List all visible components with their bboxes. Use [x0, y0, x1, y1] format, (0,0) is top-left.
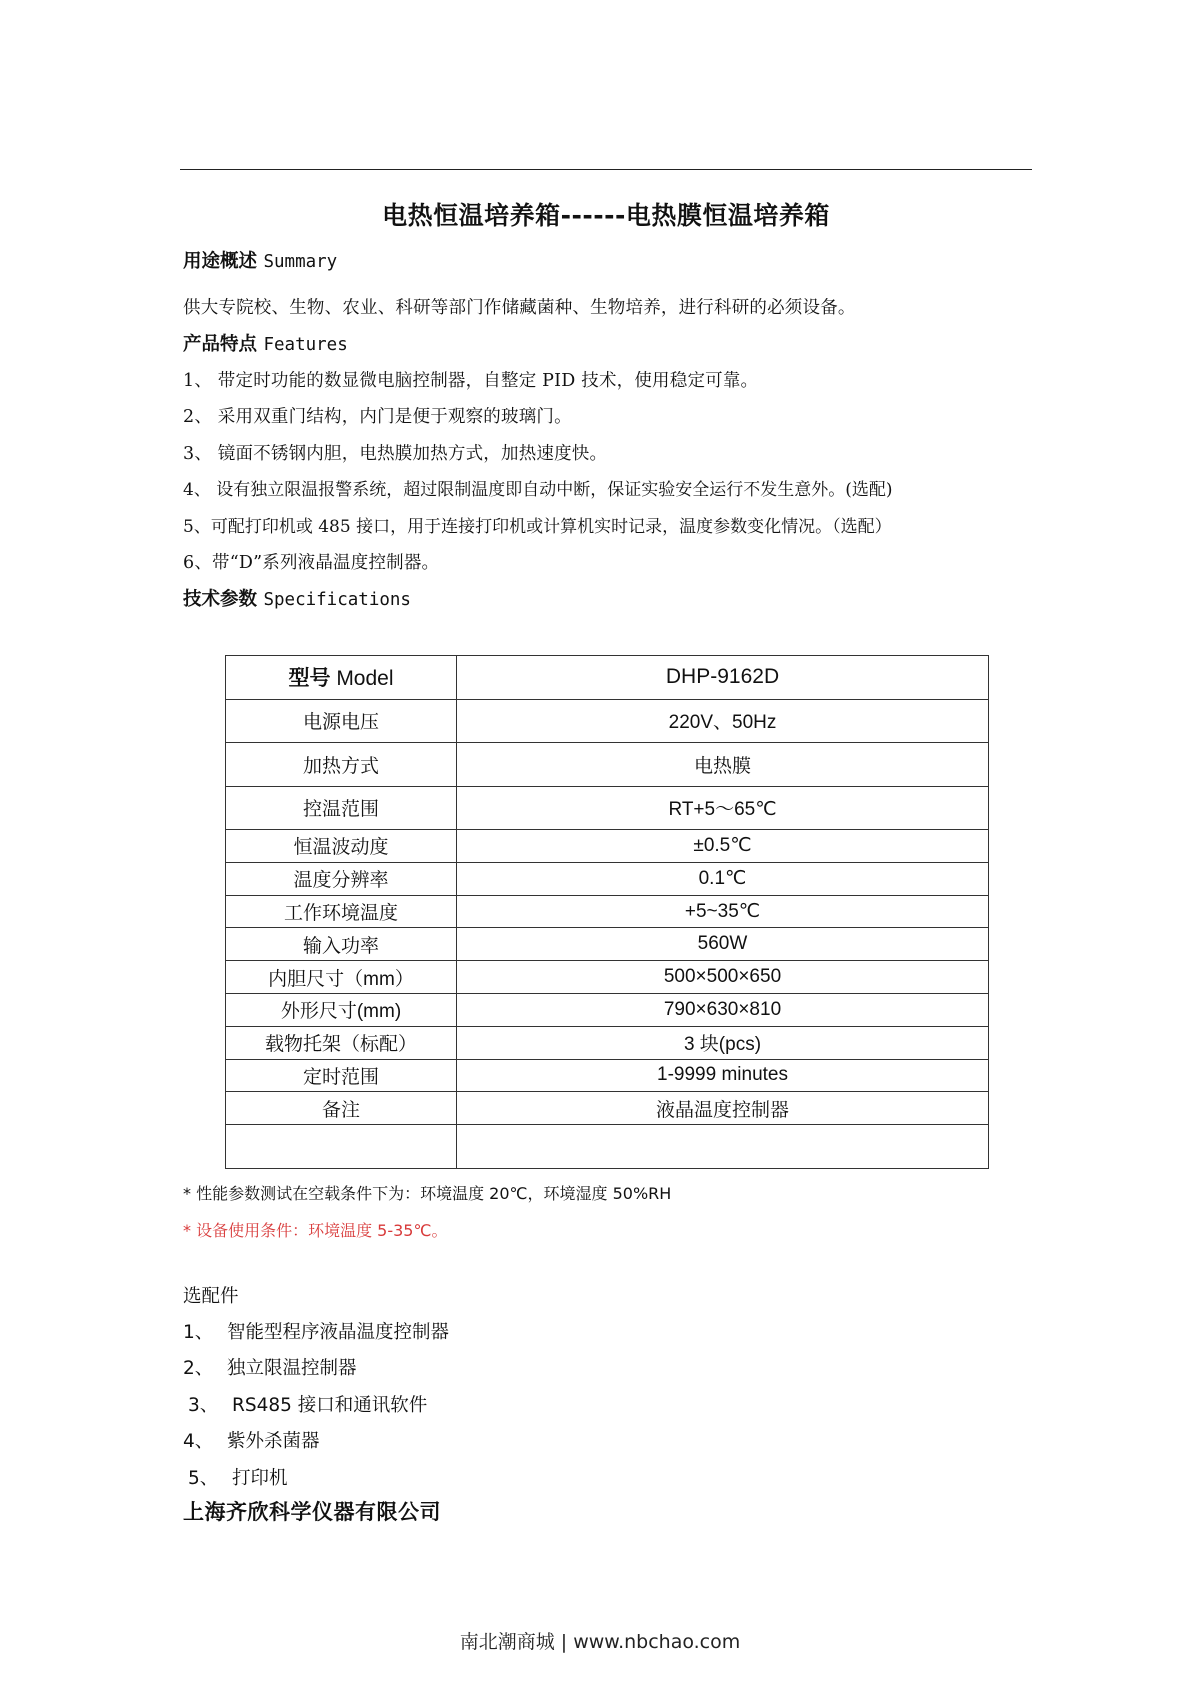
- option-label: 紫外杀菌器: [227, 1431, 320, 1452]
- features-heading-en: Features: [263, 335, 348, 355]
- table-row-empty: [226, 1125, 989, 1169]
- table-row: [226, 743, 989, 787]
- spec-key: 输入功率: [226, 928, 457, 961]
- model-label-cell: [226, 656, 457, 700]
- spec-key: 温度分辨率: [226, 862, 457, 895]
- spec-key: 恒温波动度: [226, 830, 457, 863]
- spec-value: 3 块(pcs): [457, 1026, 989, 1059]
- option-item: [188, 1464, 288, 1490]
- option-number: 2、: [183, 1358, 214, 1379]
- specifications-table: [225, 655, 989, 1169]
- specifications-heading-en: Specifications: [263, 590, 411, 610]
- option-item: [183, 1427, 320, 1453]
- spec-value: 220V、50Hz: [457, 699, 989, 743]
- option-number: 5、: [188, 1468, 219, 1489]
- specifications-heading-cn: 技术参数: [183, 589, 258, 610]
- option-number: 3、: [188, 1395, 219, 1416]
- option-number: 1、: [183, 1322, 214, 1343]
- option-item: [188, 1391, 427, 1417]
- model-label-cn: 型号: [288, 666, 331, 691]
- spec-key: 内胆尺寸（mm）: [226, 961, 457, 994]
- spec-value: 560W: [457, 928, 989, 961]
- table-row: [226, 786, 989, 830]
- option-number: 4、: [183, 1431, 214, 1452]
- features-heading-cn: 产品特点: [183, 334, 258, 355]
- spec-value: 电热膜: [457, 743, 989, 787]
- table-row: [226, 928, 989, 961]
- spec-value: [457, 1125, 989, 1169]
- spec-value: 液晶温度控制器: [457, 1092, 989, 1125]
- features-heading: [183, 333, 348, 357]
- option-item: [183, 1318, 449, 1344]
- option-label: 智能型程序液晶温度控制器: [227, 1322, 450, 1343]
- spec-key: 控温范围: [226, 786, 457, 830]
- table-header-row: [226, 656, 989, 700]
- feature-item-5: 5、可配打印机或 485 接口，用于连接打印机或计算机实时记录，温度参数变化情况。（选配）: [183, 517, 892, 537]
- feature-item-3: 3、 镜面不锈钢内胆，电热膜加热方式，加热速度快。: [183, 444, 608, 464]
- spec-value: 1-9999 minutes: [457, 1059, 989, 1092]
- spec-key: 备注: [226, 1092, 457, 1125]
- feature-item-6: 6、带“D”系列液晶温度控制器。: [183, 553, 440, 573]
- spec-key: 载物托架（标配）: [226, 1026, 457, 1059]
- model-label-en: Model: [336, 667, 394, 691]
- spec-key: 加热方式: [226, 743, 457, 787]
- summary-text: 供大专院校、生物、农业、科研等部门作储藏菌种、生物培养，进行科研的必须设备。: [183, 298, 856, 318]
- options-title: 选配件: [183, 1286, 239, 1307]
- spec-key: 电源电压: [226, 699, 457, 743]
- spec-key: 外形尺寸(mm): [226, 993, 457, 1026]
- footer-watermark: 南北潮商城 | www.nbchao.com: [459, 1631, 741, 1653]
- table-row: [226, 830, 989, 863]
- document-title: 电热恒温培养箱------电热膜恒温培养箱: [382, 201, 830, 230]
- table-row: [226, 1059, 989, 1092]
- note-usage-conditions: * 设备使用条件：环境温度 5-35℃。: [183, 1221, 448, 1240]
- table-row: [226, 961, 989, 994]
- option-label: RS485 接口和通讯软件: [232, 1395, 428, 1416]
- spec-value: 790×630×810: [457, 993, 989, 1026]
- feature-item-4: 4、 设有独立限温报警系统，超过限制温度即自动中断，保证实验安全运行不发生意外。(选配): [183, 480, 893, 500]
- model-value-cell: DHP-9162D: [457, 656, 989, 700]
- spec-value: RT+5～65℃: [457, 786, 989, 830]
- summary-heading: [183, 250, 337, 274]
- option-label: 独立限温控制器: [227, 1358, 357, 1379]
- summary-heading-cn: 用途概述: [183, 251, 258, 272]
- note-test-conditions: * 性能参数测试在空载条件下为：环境温度 20℃，环境湿度 50%RH: [183, 1184, 672, 1203]
- table-row: [226, 699, 989, 743]
- spec-value: ±0.5℃: [457, 830, 989, 863]
- spec-value: +5~35℃: [457, 895, 989, 928]
- header-rule: [180, 169, 1032, 170]
- summary-heading-en: Summary: [263, 252, 338, 272]
- company-name: 上海齐欣科学仪器有限公司: [183, 1500, 441, 1524]
- spec-key: 工作环境温度: [226, 895, 457, 928]
- table-row: [226, 993, 989, 1026]
- option-item: [183, 1354, 357, 1380]
- specifications-heading: [183, 588, 411, 612]
- table-row: [226, 1026, 989, 1059]
- spec-key: [226, 1125, 457, 1169]
- spec-value: 500×500×650: [457, 961, 989, 994]
- table-row: [226, 1092, 989, 1125]
- feature-item-2: 2、 采用双重门结构，内门是便于观察的玻璃门。: [183, 407, 572, 427]
- option-label: 打印机: [232, 1468, 288, 1489]
- table-row: [226, 895, 989, 928]
- table-row: [226, 862, 989, 895]
- spec-key: 定时范围: [226, 1059, 457, 1092]
- spec-value: 0.1℃: [457, 862, 989, 895]
- feature-item-1: 1、 带定时功能的数显微电脑控制器，自整定 PID 技术，使用稳定可靠。: [183, 371, 759, 391]
